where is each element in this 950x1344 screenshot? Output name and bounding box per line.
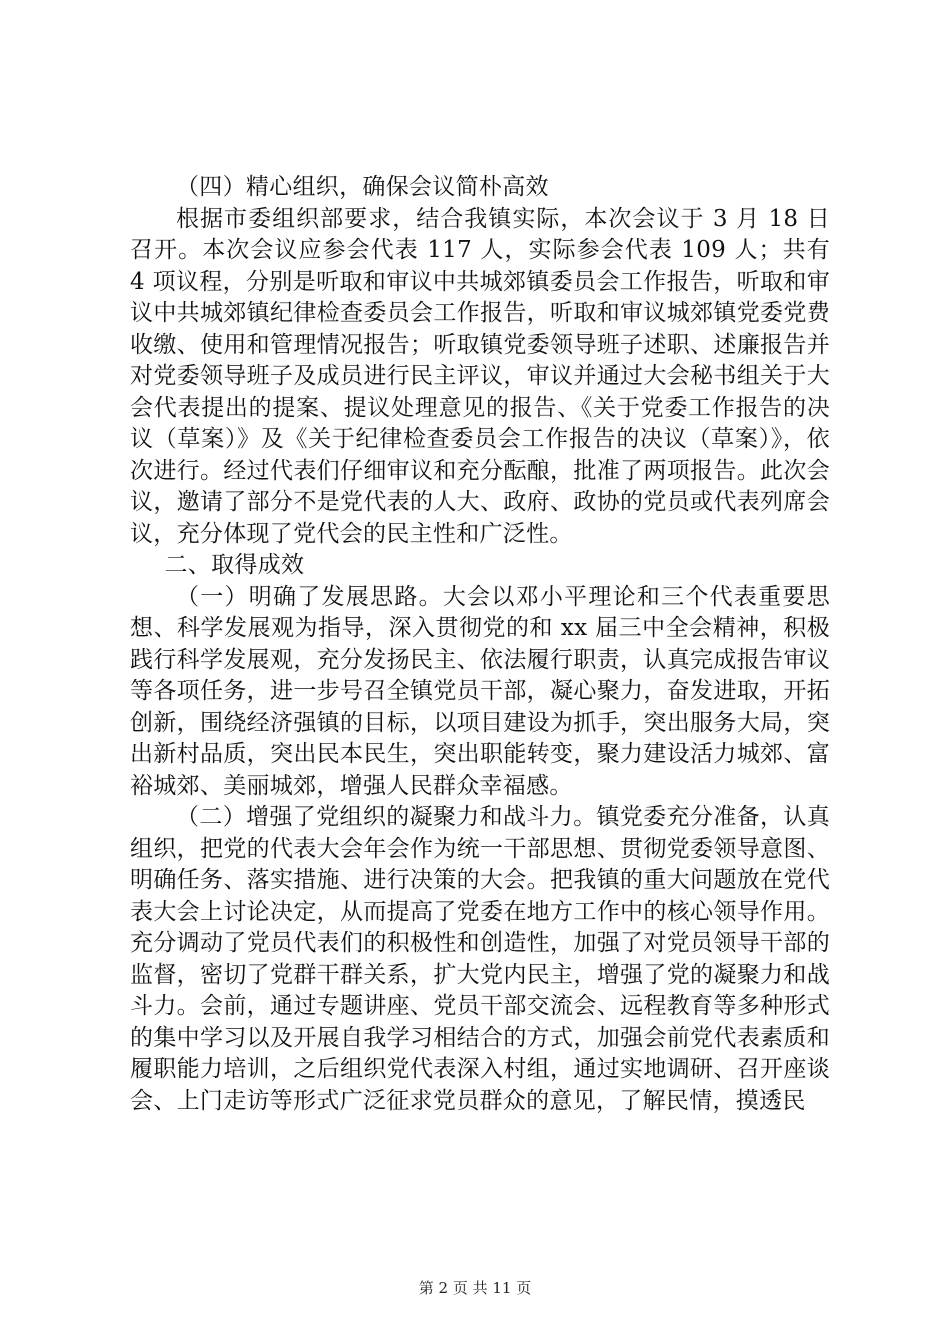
paragraph-party-cohesion: （二）增强了党组织的凝聚力和战斗力。镇党委充分准备，认真组织，把党的代表大会年会作为统一干部思想、贯彻党委领导意图、明确任务、落实措施、进行决策的大会。把我镇的重大问题放在党代表大会上讨论决定，从而提高了党委在地方工作中的核心领导作用。充分调动了党员代表们的积极性和创造性，加强了对党员领导干部的监督，密切了党群干群关系，扩大党内民主，增强了党的凝聚力和战斗力。会前，通过专题讲座、党员干部交流会、远程教育等多种形式的集中学习以及开展自我学习相结合的方式，加强会前党代表素质和履职能力培训，之后组织党代表深入村组，通过实地调研、召开座谈会、上门走访等形式广泛征求党员群众的意见，了解民情，摸透民 [130,804,830,1114]
document-body [130,172,830,1117]
paragraph-development-ideas: （一）明确了发展思路。大会以邓小平理论和三个代表重要思想、科学发展观为指导，深入贯彻党的和 xx 届三中全会精神，积极践行科学发展观，充分发扬民主、依法履行职责，认真完成报告审议等各项任务，进一步号召全镇党员干部，凝心聚力，奋发进取，开拓创新，围绕经济强镇的目标，以项目建设为抓手，突出服务大局，突出新村品质，突出民本民生，突出职能转变，聚力建设活力城郊、富裕城郊、美丽城郊，增强人民群众幸福感。 [130,583,830,799]
section-heading-results: 二、取得成效 [164,552,305,578]
page-number-footer: 第 2 页 共 11 页 [418,1279,532,1297]
paragraph-meeting-details: 根据市委组织部要求，结合我镇实际，本次会议于 3 月 18 日召开。本次会议应参会代表 117 人，实际参会代表 109 人；共有 4 项议程，分别是听取和审议中共城郊镇委员会工作报告，听取和审议中共城郊镇纪律检查委员会工作报告，听取和审议城郊镇党委党费收缴、使用和管理情况报告；听取镇党委领导班子述职、述廉报告并对党委领导班子及成员进行民主评议，审议并通过大会秘书组关于大会代表提出的提案、提议处理意见的报告、《关于党委工作报告的决议（草案）》及《关于纪律检查委员会工作报告的决议（草案）》，依次进行。经过代表们仔细审议和充分酝酿，批准了两项报告。此次会议，邀请了部分不是党代表的人大、政府、政协的党员或代表列席会议，充分体现了党代会的民主性和广泛性。 [130,205,830,547]
section-heading-4: （四）精心组织，确保会议简朴高效 [176,174,549,200]
